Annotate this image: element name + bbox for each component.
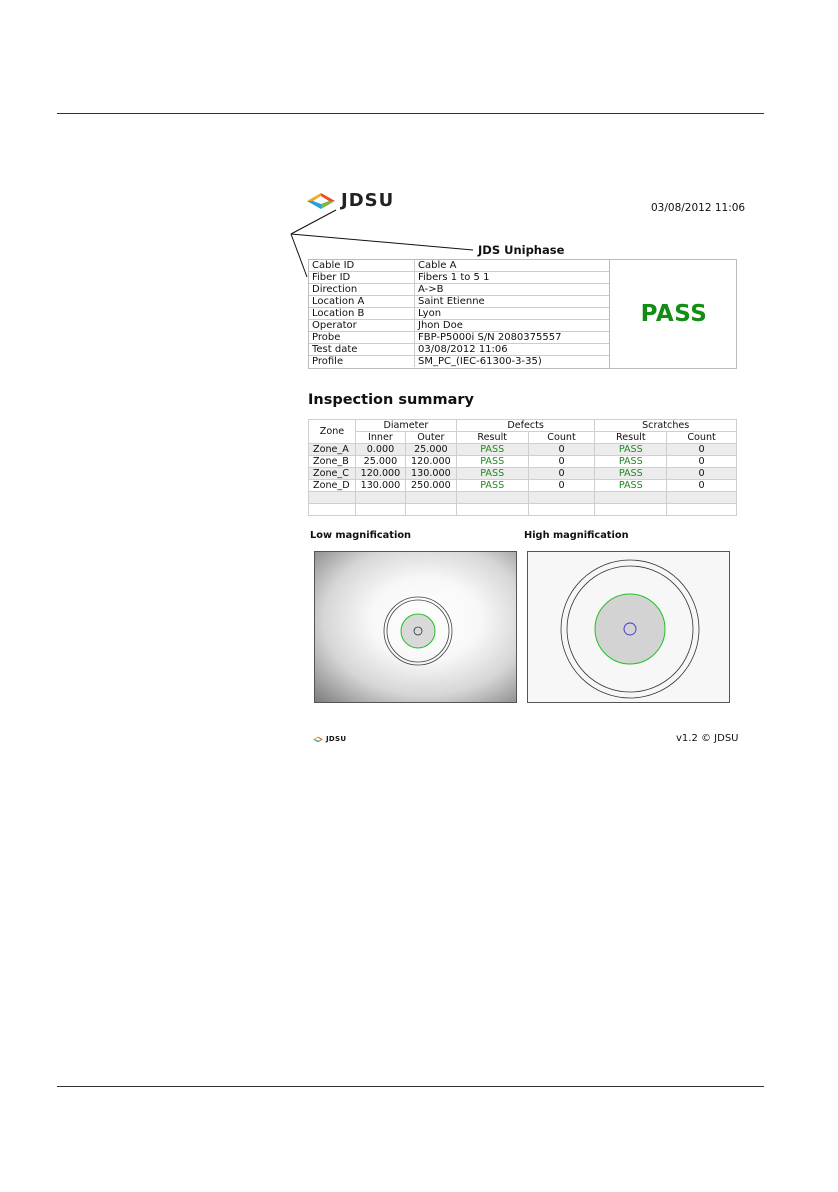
high-mag-fiber-rings [528,552,730,703]
outer-cell: 130.000 [405,468,456,480]
scratches-result-header: Result [595,432,667,444]
defects-result-cell: PASS [456,456,528,468]
outer-cell: 25.000 [405,444,456,456]
defects-count-cell: 0 [528,480,595,492]
table-row [309,444,737,456]
info-row [309,308,609,320]
zone-cell: Zone_B [309,456,356,468]
info-value: Lyon [415,308,610,320]
outer-header: Outer [405,432,456,444]
defects-count-header: Count [528,432,595,444]
info-value: FBP-P5000i S/N 2080375557 [415,332,610,344]
info-row [309,332,609,344]
zone-header: Zone [309,420,356,444]
jdsu-diamond-small-icon [313,736,323,743]
info-value: Saint Etienne [415,296,610,308]
footer-logo [313,735,346,743]
info-row [309,320,609,332]
brand-name: JDSU [341,190,395,211]
table-row [309,456,737,468]
summary-header-row [309,420,737,432]
scratches-count-header: Count [667,432,737,444]
info-row [309,356,609,368]
inner-cell: 0.000 [355,444,405,456]
inspection-summary-table [308,419,737,516]
version-label: v1.2 © JDSU [676,733,739,744]
defects-count-cell: 0 [528,456,595,468]
info-label: Fiber ID [309,272,415,284]
scratches-count-cell: 0 [667,468,737,480]
table-row [309,480,737,492]
info-row [309,296,609,308]
scratches-count-cell: 0 [667,444,737,456]
info-label: Cable ID [309,260,415,272]
low-magnification-caption: Low magnification [310,530,412,541]
info-label: Direction [309,284,415,296]
info-value: A->B [415,284,610,296]
info-value: Fibers 1 to 5 1 [415,272,610,284]
scratches-result-cell: PASS [595,480,667,492]
scratches-result-cell: PASS [595,456,667,468]
defects-result-header: Result [456,432,528,444]
empty-row [309,492,737,504]
overall-verdict: PASS [640,301,708,327]
defects-count-cell: 0 [528,468,595,480]
inner-cell: 130.000 [355,480,405,492]
outer-cell: 120.000 [405,456,456,468]
test-info-table [309,260,609,367]
defects-count-cell: 0 [528,444,595,456]
callout-label: JDS Uniphase [478,243,565,257]
outer-cell: 250.000 [405,480,456,492]
info-row [309,260,609,272]
high-magnification-caption: High magnification [524,530,629,541]
defects-result-cell: PASS [456,480,528,492]
test-info-panel [308,259,737,369]
low-magnification-image [314,551,517,703]
table-row [309,468,737,480]
scratches-result-cell: PASS [595,468,667,480]
verdict-cell [609,260,738,368]
diameter-header: Diameter [355,420,456,432]
info-row [309,272,609,284]
inner-cell: 25.000 [355,456,405,468]
info-label: Operator [309,320,415,332]
inner-cell: 120.000 [355,468,405,480]
inner-header: Inner [355,432,405,444]
zone-cell: Zone_D [309,480,356,492]
info-value: 03/08/2012 11:06 [415,344,610,356]
defects-result-cell: PASS [456,444,528,456]
info-row [309,284,609,296]
info-row [309,344,609,356]
info-value: SM_PC_(IEC-61300-3-35) [418,356,542,367]
info-label: Profile [309,356,415,368]
scratches-result-cell: PASS [595,444,667,456]
info-label: Probe [309,332,415,344]
defects-header: Defects [456,420,595,432]
info-value: Cable A [415,260,610,272]
scratches-count-cell: 0 [667,456,737,468]
info-label: Location B [309,308,415,320]
top-rule [57,113,764,114]
info-label: Test date [309,344,415,356]
empty-row [309,504,737,516]
summary-subheader-row [309,432,737,444]
scratches-count-cell: 0 [667,480,737,492]
summary-title: Inspection summary [308,392,474,408]
footer-brand: JDSU [326,735,347,743]
report-datetime: 03/08/2012 11:06 [651,202,746,214]
low-mag-fiber-rings [315,552,517,703]
info-value: Jhon Doe [415,320,610,332]
info-label: Location A [309,296,415,308]
zone-cell: Zone_C [309,468,356,480]
bottom-rule [57,1086,764,1087]
defects-result-cell: PASS [456,468,528,480]
zone-cell: Zone_A [309,444,356,456]
high-magnification-image [527,551,730,703]
scratches-header: Scratches [595,420,737,432]
